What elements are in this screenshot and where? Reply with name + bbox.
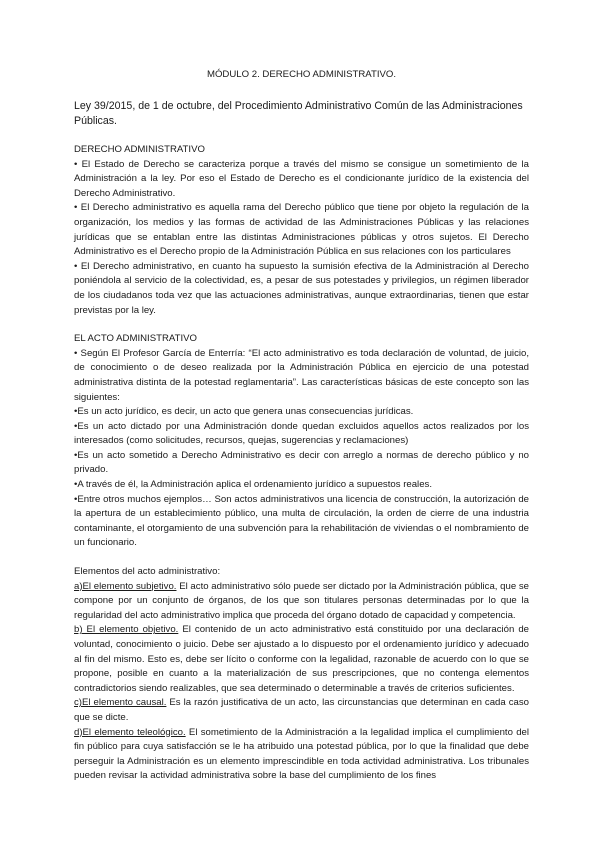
paragraph: • El Derecho administrativo, en cuanto ha supuesto la sumisión efectiva de la Administración al Derecho poniéndola al servicio de la colectividad, es, a pesar de sus potestades y privilegios, un régimen liberador de los ciudadanos toda vez que las actuaciones administrativas, aunque extraordinarias, tienen que estar previstas por la ley. xyxy=(74,260,529,316)
bullet-item: •Entre otros muchos ejemplos… Son actos administrativos una licencia de construcción, la autorización de la apertura de un establecimiento público, una multa de circulación, la orden de cierre de una industria contaminante, el otorgamiento de una subvención para la rehabilitación de viviendas o el nombramiento de un funcionario. xyxy=(74,493,529,549)
element-label: a)El elemento subjetivo. xyxy=(74,580,177,592)
paragraph: • El Derecho administrativo es aquella rama del Derecho público que tiene por objeto la regulación de la organización, los medios y las formas de actividad de las Administraciones Públicas y las relaciones jurídicas que se entablan entre las distintas Administraciones públicas y otros sujetos. El Derecho Administrativo es el Derecho propio de la Administración Pública en sus relaciones con los particulares xyxy=(74,202,529,258)
section-heading: Elementos del acto administrativo: xyxy=(74,566,221,578)
section-heading: EL ACTO ADMINISTRATIVO xyxy=(74,333,197,345)
bullet-item: •Es un acto dictado por una Administración donde quedan excluidos aquellos actos realizados por los interesados (como solicitudes, recursos, quejas, sugerencias y reclamaciones) xyxy=(74,420,529,447)
element-item xyxy=(74,726,529,784)
section-elementos xyxy=(74,565,529,784)
paragraph: • Según El Profesor García de Enterría: “El acto administrativo es toda declaración de voluntad, de juicio, de conocimiento o de deseo realizada por la Administración Pública en ejercicio de una potestad administrativa distinta de la potestad reglamentaria”. Las características básicas de este concepto son las siguientes: xyxy=(74,347,529,403)
section-acto-administrativo xyxy=(74,332,529,551)
element-item xyxy=(74,580,529,624)
law-reference: Ley 39/2015, de 1 de octubre, del Procedimiento Administrativo Común de las Administraciones Públicas. xyxy=(74,99,523,127)
section-derecho-administrativo xyxy=(74,143,529,318)
element-item xyxy=(74,623,529,696)
element-label: c)El elemento causal. xyxy=(74,697,167,709)
bullet-item: •A través de él, la Administración aplica el ordenamiento jurídico a supuestos reales. xyxy=(74,479,432,491)
element-text: Es la razón justificativa de un acto, las circunstancias que determinan en cada caso que se dicte. xyxy=(74,697,529,723)
element-item xyxy=(74,696,529,725)
bullet-item: •Es un acto sometido a Derecho Administrativo es decir con arreglo a normas de derecho público y no privado. xyxy=(74,449,529,476)
section-heading: DERECHO ADMINISTRATIVO xyxy=(74,144,205,155)
element-text: El sometimiento de la Administración a la legalidad implica el cumplimiento del fin público para cuya satisfacción se le ha atribuido una potestad pública, por lo que la finalidad que debe perseguir la Administración es un elemento imprescindible en toda actividad administrativa. Los tribunales pueden revisar la actividad administrativa sobre la base del cumplimiento de los fines xyxy=(74,726,529,782)
paragraph: • El Estado de Derecho se caracteriza porque a través del mismo se consigue un sometimiento de la Administración a la ley. Por eso el Estado de Derecho es el condicionante jurídico de la existencia del Derecho Administrativo. xyxy=(74,158,529,199)
page-title: MÓDULO 2. DERECHO ADMINISTRATIVO. xyxy=(206,69,397,80)
element-label: b) El elemento objetivo. xyxy=(74,624,179,636)
element-label: d)El elemento teleológico. xyxy=(74,726,186,738)
document-page xyxy=(74,68,529,798)
element-text: El acto administrativo sólo puede ser dictado por la Administración pública, que se compone por un conjunto de órganos, de los que son titulares personas determinadas por lo que la regularidad del acto administrativo implica que proceda del órgano dotado de capacidad y competencia. xyxy=(74,580,530,621)
element-text: El contenido de un acto administrativo está constituido por una declaración de voluntad, conocimiento o juicio. Debe ser ajustado a lo dispuesto por el ordenamiento jurídico y adecuado al fin del mismo. Esto es, debe ser lícito o conforme con la legalidad, razonable de acuerdo con lo que se propone, posible en cuanto a la materialización de sus prescripciones, que no contenga elementos contradictorios siendo realizables, que sea determinado o determinable a través de criterios suficientes. xyxy=(74,624,529,694)
bullet-item: •Es un acto jurídico, es decir, un acto que genera unas consecuencias jurídicas. xyxy=(74,406,414,418)
